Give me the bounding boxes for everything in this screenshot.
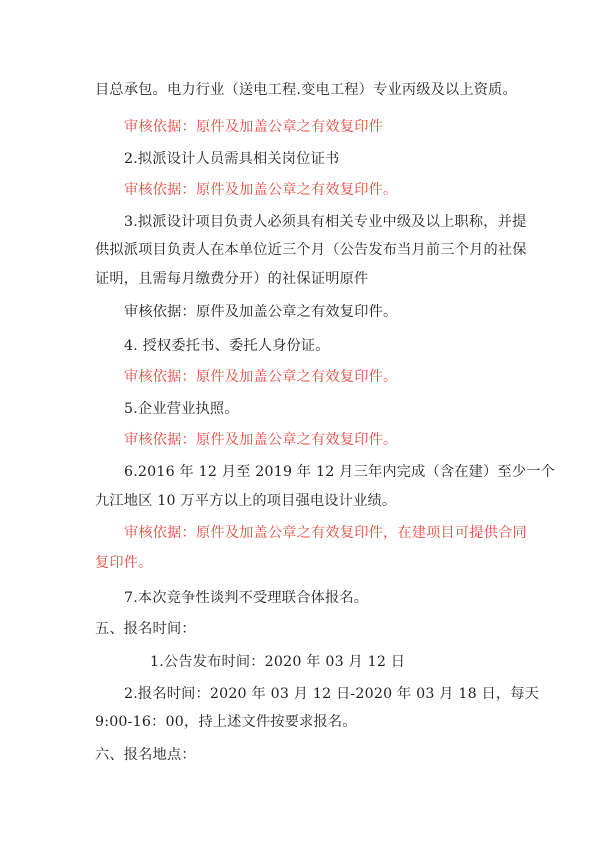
requirement-4-line: 4. 授权委托书、委托人身份证。 <box>124 338 330 354</box>
requirement-2-line: 2.拟派设计人员需具相关岗位证书 <box>124 151 340 167</box>
requirement-3-line: 证明，且需每月缴费分开）的社保证明原件 <box>95 271 369 287</box>
review-basis-line: 审核依据：原件及加盖公章之有效复印件。 <box>124 432 398 448</box>
requirement-6-line: 九江地区 10 万平方以上的项目强电设计业绩。 <box>95 493 397 509</box>
registration-period-line: 2.报名时间：2020 年 03 月 12 日-2020 年 03 月 18 日，每天 <box>124 686 540 702</box>
requirement-7-line: 7.本次竞争性谈判不受理联合体报名。 <box>124 590 369 606</box>
section-5-heading: 五、报名时间： <box>95 621 196 637</box>
requirement-3-line: 3.拟派设计项目负责人必须具有相关专业中级及以上职称，并提 <box>124 214 527 230</box>
review-basis-line: 审核依据：原件及加盖公章之有效复印件 <box>124 119 383 135</box>
review-basis-line: 审核依据：原件及加盖公章之有效复印件。 <box>124 304 398 320</box>
announcement-date-line: 1.公告发布时间：2020 年 03 月 12 日 <box>150 654 406 670</box>
requirement-3-line: 供拟派项目负责人在本单位近三个月（公告发布当月前三个月的社保 <box>95 242 527 258</box>
section-6-heading: 六、报名地点： <box>95 747 196 763</box>
requirement-6-line: 6.2016 年 12 月至 2019 年 12 月三年内完成（含在建）至少一个 <box>124 464 555 480</box>
registration-period-line: 9:00-16：00，持上述文件按要求报名。 <box>95 714 357 730</box>
review-basis-line: 审核依据：原件及加盖公章之有效复印件，在建项目可提供合同 <box>124 525 527 541</box>
review-basis-line: 审核依据：原件及加盖公章之有效复印件。 <box>124 182 398 198</box>
review-basis-line: 审核依据：原件及加盖公章之有效复印件。 <box>124 369 398 385</box>
requirement-5-line: 5.企业营业执照。 <box>124 401 239 417</box>
review-basis-line: 复印件。 <box>95 555 153 571</box>
qualification-continuation-line: 目总承包。电力行业（送电工程.变电工程）专业丙级及以上资质。 <box>95 82 517 98</box>
